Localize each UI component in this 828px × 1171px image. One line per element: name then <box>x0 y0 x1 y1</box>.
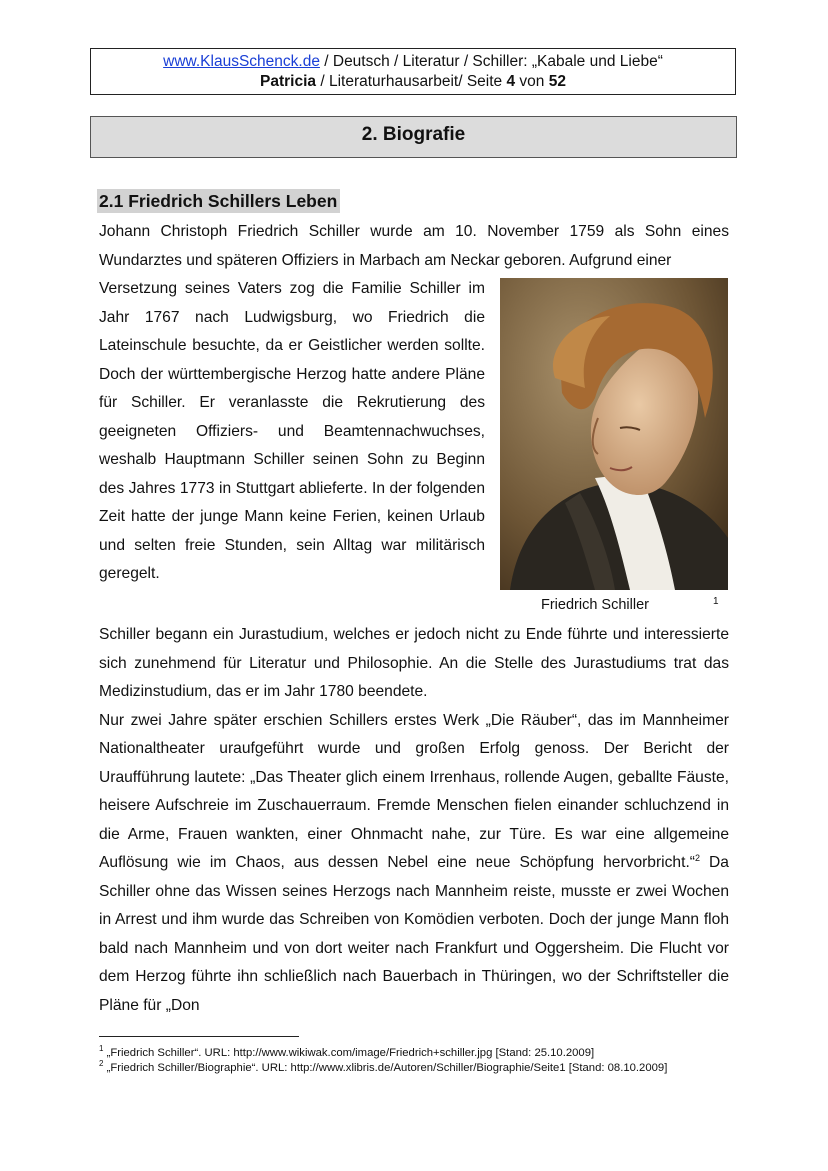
paragraph-intro-wrap: Versetzung seines Vaters zog die Familie Schiller im Jahr 1767 nach Ludwigsburg, wo Friedrich die Lateinschule besuchte, da er Geistlicher werden sollte. Doch der württembergische Herzog hatte andere Pläne für Schiller. Er veranlasste die Rekrutierung des geeigneten Offiziers- und Beamtennachwuchses, weshalb Hauptmann Schiller seinen Sohn zu Beginn des Jahres 1773 in Stuttgart ablieferte. In der folgenden Zeit hatte der junge Mann keine Ferien, keinen Urlaub und selten freie Stunden, sein Alltag war militärisch geregelt. <box>99 280 485 582</box>
figure-caption: Friedrich Schiller <box>541 597 649 613</box>
site-link[interactable]: www.KlausSchenck.de <box>163 53 320 70</box>
header-work: / Literaturhausarbeit/ Seite <box>316 73 507 90</box>
figure-footnote-ref: 1 <box>713 596 719 607</box>
footnote-ref-2: 2 <box>694 852 700 863</box>
footnotes <box>99 1046 729 1075</box>
footnote-2 <box>99 1058 729 1076</box>
footnote-1-text: „Friedrich Schiller“. URL: http://www.wikiwak.com/image/Friedrich+schiller.jpg [Stand: 25.10.2009] <box>103 1047 595 1059</box>
paragraph-raeuber-text-a: Nur zwei Jahre später erschien Schillers erstes Werk „Die Räuber“, das im Mannheimer Nationaltheater uraufgeführt wurde und großen Erfolg genoss. Der Bericht der Uraufführung lautete: „Das Theater glich einem Irrenhaus, rollende Augen, geballte Fäuste, heisere Aufschreie im Zuschauerraum. Fremde Menschen fielen einander schluchzend in die Arme, Frauen wankten, einer Ohnmacht nahe, zur Türe. Es war eine allgemeine Auflösung wie im Chaos, aus dessen Nebel eine neue Schöpfung hervorbricht.“ <box>99 711 729 871</box>
chapter-title: 2. Biografie <box>90 116 737 158</box>
paragraph-intro: Johann Christoph Friedrich Schiller wurde am 10. November 1759 als Sohn eines Wundarztes und späteren Offiziers in Marbach am Neckar geboren. Aufgrund einer <box>99 223 729 269</box>
footnote-1-number: 1 <box>99 1044 104 1054</box>
portrait-image <box>500 278 728 590</box>
header-page-total: 52 <box>548 73 566 90</box>
footnote-divider <box>99 1036 299 1037</box>
footnote-2-number: 2 <box>99 1058 104 1068</box>
header-author: Patricia <box>260 73 317 90</box>
section-title: 2.1 Friedrich Schillers Leben <box>97 189 340 213</box>
header-page-number: 4 <box>506 73 516 90</box>
header-line-2 <box>91 72 735 92</box>
footnote-2-text: „Friedrich Schiller/Biographie“. URL: http://www.xlibris.de/Autoren/Schiller/Biographie/Seite1 [Stand: 08.10.2009] <box>103 1061 668 1074</box>
page-header <box>90 48 736 95</box>
header-line-1 <box>91 52 735 72</box>
schiller-portrait <box>500 278 728 590</box>
footnote-1 <box>99 1046 729 1061</box>
paragraph-studies: Schiller begann ein Jurastudium, welches er jedoch nicht zu Ende führte und interessierte sich zunehmend für Literatur und Philosophie. An die Stelle des Jurastudiums trat das Medizinstudium, das er im Jahr 1780 beendete. <box>99 626 729 700</box>
header-page-of: von <box>515 73 549 90</box>
paragraph-raeuber <box>99 707 729 1021</box>
header-path: / Deutsch / Literatur / Schiller: „Kabale und Liebe“ <box>319 53 663 70</box>
paragraph-body <box>99 621 729 1020</box>
paragraph-raeuber-text-b: Da Schiller ohne das Wissen seines Herzogs nach Mannheim reiste, musste er zwei Wochen in Arrest und ihm wurde das Schreiben von Komödien verboten. Doch der junge Mann floh bald nach Mannheim und von dort weiter nach Frankfurt und Oggersheim. Die Flucht vor dem Herzog führte ihn schließlich nach Bauerbach in Thüringen, wo der Schriftsteller die Pläne für „Don <box>99 854 729 1014</box>
